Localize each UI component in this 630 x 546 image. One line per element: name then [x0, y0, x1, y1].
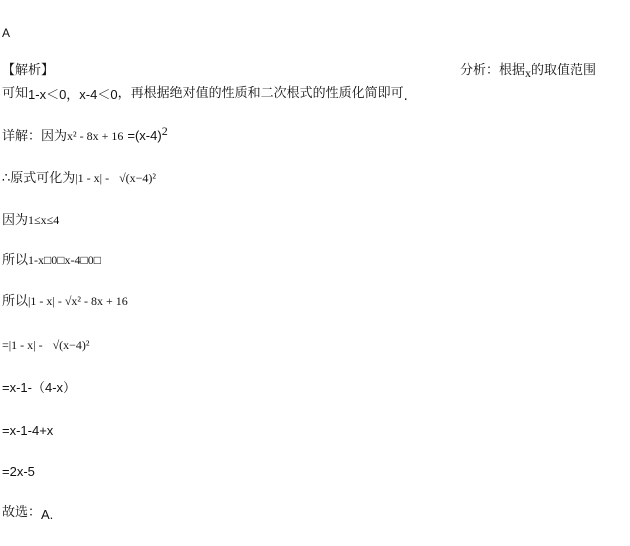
step1-sqrt: √(x−4)² — [119, 171, 157, 185]
step6-line: =x-1-（4-x） — [2, 380, 77, 395]
step2-expression: 1≤x≤4 — [28, 213, 60, 227]
analysis-label-text: 分析：根据 — [460, 63, 526, 78]
step4-expression: |1 - x| - √x² - 8x + 16 — [28, 294, 128, 308]
final-answer-line — [2, 505, 53, 523]
step5-line — [2, 337, 90, 354]
analysis-label — [460, 63, 596, 81]
analysis-heading: 【解析】 — [2, 63, 55, 78]
step3-label: 所以 — [2, 253, 29, 268]
detail-line — [2, 124, 168, 145]
step2-line — [2, 212, 59, 229]
analysis-line-2 — [2, 86, 408, 105]
final-label: 故选： — [2, 505, 42, 520]
line2-prefix: 可知 — [2, 86, 29, 101]
answer-letter: A — [2, 26, 11, 40]
step2-label: 因为 — [2, 213, 29, 228]
step4-line — [2, 293, 128, 310]
analysis-tail: 的取值范围 — [531, 63, 597, 78]
detail-equals: =(x-4) — [127, 128, 162, 143]
step7-line: =x-1-4+x — [2, 423, 54, 438]
step1-label: ∴原式可化为 — [2, 171, 76, 186]
detail-expression: x² - 8x + 16 — [67, 129, 124, 143]
line2-suffix: ，再根据绝对值的性质和二次根式的性质化简即可 — [117, 86, 404, 101]
step1-expression: |1 - x| - — [75, 171, 110, 185]
detail-exponent: 2 — [161, 124, 168, 138]
step3-expression: 1-x□0□x-4□0□ — [28, 253, 101, 267]
step5-sqrt: √(x−4)² — [52, 338, 90, 352]
line2-dot: . — [403, 89, 408, 104]
analysis-variable: x — [525, 66, 532, 80]
final-value: A. — [41, 507, 54, 522]
step1-line — [2, 170, 156, 187]
step3-line — [2, 252, 101, 269]
detail-label: 详解：因为 — [2, 129, 68, 144]
step8-line: =2x-5 — [2, 464, 35, 479]
step4-label: 所以 — [2, 294, 29, 309]
step5-expression: =|1 - x| - — [2, 338, 43, 352]
line2-inequalities: 1-x＜0，x-4＜0 — [28, 87, 118, 102]
